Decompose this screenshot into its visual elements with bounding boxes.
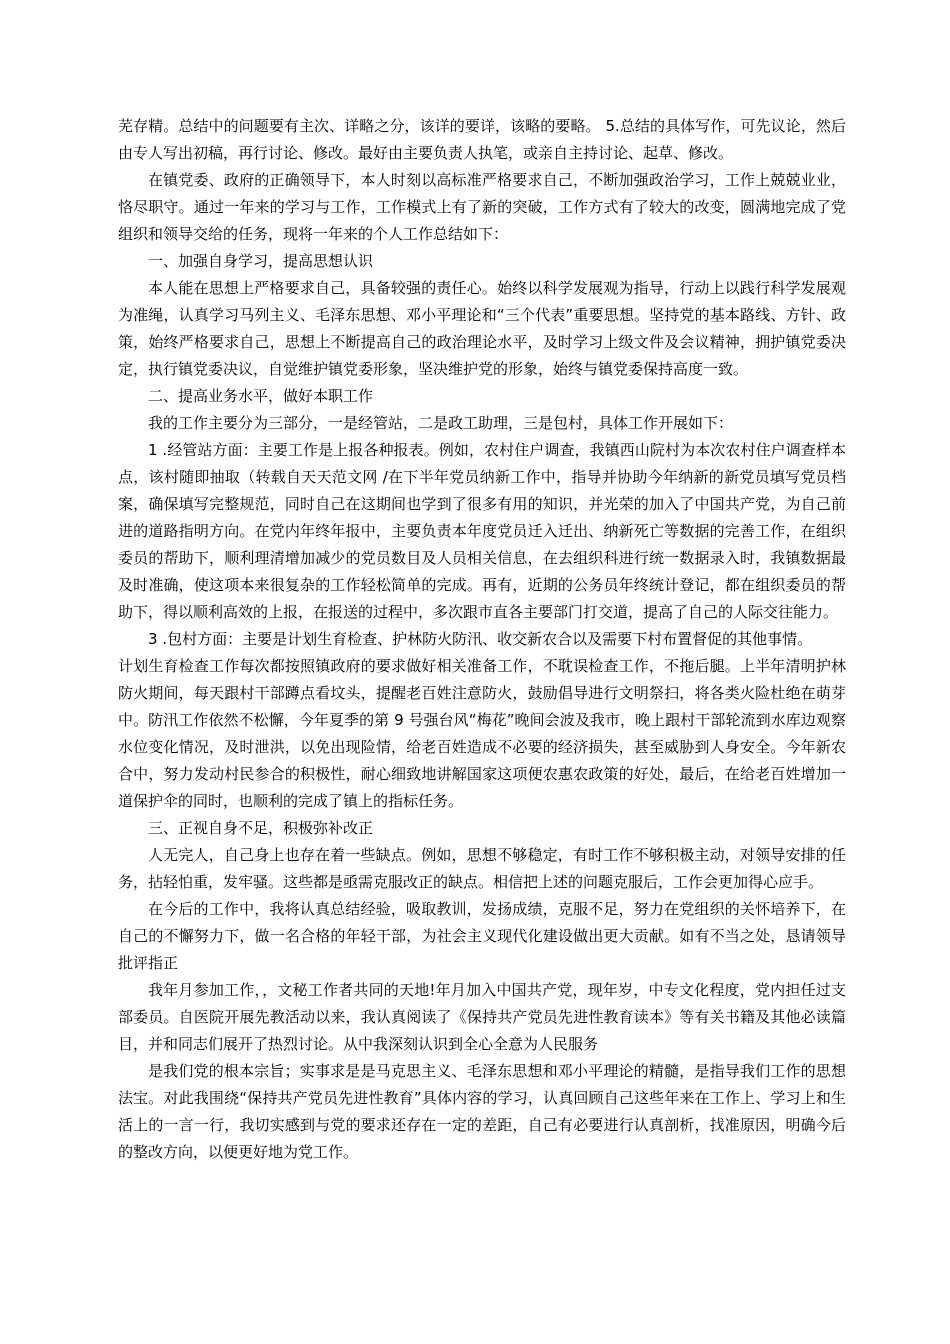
paragraph-intro-continuation: 芜存精。总结中的问题要有主次、详略之分，该详的要详，该略的要略。 5.总结的具体写作，可先议论，然后由专人写出初稿，再行讨论、修改。最好由主要负责人执笔，或亲自主持讨论、起草、修改。: [118, 117, 846, 162]
paragraph-item-1: 1 .经管站方面：主要工作是上报各种报表。例如，农村住户调查，我镇西山院村为本次农村住户调查样本点，该村随即抽取（转载自天天范文网 /在下半年党员纳新工作中，指导并协助今年纳新的新党员填写党员档案，确保填写完整规范，同时自己在这期间也学到了很多有用的知识，并光荣的加入了中国共产党，为自己前进的道路指明方向。在党内年终年报中，主要负责本年度党员迁入迁出、纳新死亡等数据的完善工作，在组织委员的帮助下，顺利理清增加减少的党员数目及人员相关信息，在去组织科进行统一数据录入时，我镇数据最及时准确，使这项本来很复杂的工作轻松简单的完成。再有，近期的公务员年终统计登记，都在组织委员的帮助下，得以顺利高效的上报，在报送的过程中，多次跟市直各主要部门打交道，提高了自己的人际交往能力。: [118, 441, 846, 621]
section-heading-3: 三、正视自身不足，积极弥补改正: [148, 819, 374, 837]
paragraph-section-1: 本人能在思想上严格要求自己，具备较强的责任心。始终以科学发展观为指导，行动上以践行科学发展观为准绳，认真学习马列主义、毛泽东思想、邓小平理论和“三个代表”重要思想。坚持党的基本路线、方针、政策，始终严格要求自己，思想上不断提高自己的政治理论水平，及时学习上级文件及会议精神，拥护镇党委决定，执行镇党委决议，自觉维护镇党委形象，坚决维护党的形象，始终与镇党委保持高度一致。: [118, 279, 846, 378]
paragraph-conclusion: 在今后的工作中，我将认真总结经验，吸取教训，发扬成绩，克服不足，努力在党组织的关怀培养下，在自己的不懈努力下，做一名合格的年轻干部，为社会主义现代化建设做出更大贡献。如有不当之处，恳请领导批评指正: [118, 900, 846, 972]
paragraph-second-document-continued: 是我们党的根本宗旨；实事求是是马克思主义、毛泽东思想和邓小平理论的精髓，是指导我们工作的思想法宝。对此我围绕“保持共产党员先进性教育”具体内容的学习，认真回顾自己这些年来在工作上、学习上和生活上的一言一行，我切实感到与党的要求还存在一定的差距，自己有必要进行认真剖析，找准原因，明确今后的整改方向，以便更好地为党工作。: [118, 1062, 846, 1161]
paragraph-section-3: 人无完人，自己身上也存在着一些缺点。例如，思想不够稳定，有时工作不够积极主动，对领导安排的任务，拈轻怕重，发牢骚。这些都是亟需克服改正的缺点。相信把上述的问题克服后，工作会更加得心应手。: [118, 846, 846, 891]
paragraph-item-3: 3 .包村方面：主要是计划生育检查、护林防火防汛、收交新农合以及需要下村布置督促的其他事情。: [148, 630, 813, 648]
section-heading-1: 一、加强自身学习，提高思想认识: [148, 252, 374, 270]
paragraph-opening: 在镇党委、政府的正确领导下，本人时刻以高标准严格要求自己，不断加强政治学习，工作上兢兢业业，恪尽职守。通过一年来的学习与工作，工作模式上有了新的突破，工作方式有了较大的改变，圆满地完成了党组织和领导交给的任务，现将一年来的个人工作总结如下：: [118, 171, 846, 243]
paragraph-item-3-detail: 计划生育检查工作每次都按照镇政府的要求做好相关准备工作，不耽误检查工作，不拖后腿。上半年清明护林防火期间，每天跟村干部蹲点看坟头，提醒老百姓注意防火，鼓励倡导进行文明祭扫，将各类火险杜绝在萌芽中。防汛工作依然不松懈，今年夏季的第 9 号强台风“梅花”晚间会波及我市，晚上跟村干部轮流到水库边观察水位变化情况，及时泄洪，以免出现险情，给老百姓造成不必要的经济损失，甚至威胁到人身安全。今年新农合中，努力发动村民参合的积极性，耐心细致地讲解国家这项便农惠农政策的好处，最后，在给老百姓增加一道保护伞的同时，也顺利的完成了镇上的指标任务。: [118, 657, 846, 810]
paragraph-second-document: 我年月参加工作，，文秘工作者共同的天地!年月加入中国共产党，现年岁，中专文化程度，党内担任过支部委员。自医院开展先教活动以来，我认真阅读了《保持共产党员先进性教育读本》等有关书籍及其他必读篇目，并和同志们展开了热烈讨论。从中我深刻认识到全心全意为人民服务: [118, 981, 846, 1053]
paragraph-section-2-intro: 我的工作主要分为三部分，一是经管站，二是政工助理，三是包村，具体工作开展如下：: [148, 414, 734, 432]
document-body: [118, 113, 846, 1166]
section-heading-2: 二、提高业务水平，做好本职工作: [148, 387, 374, 405]
